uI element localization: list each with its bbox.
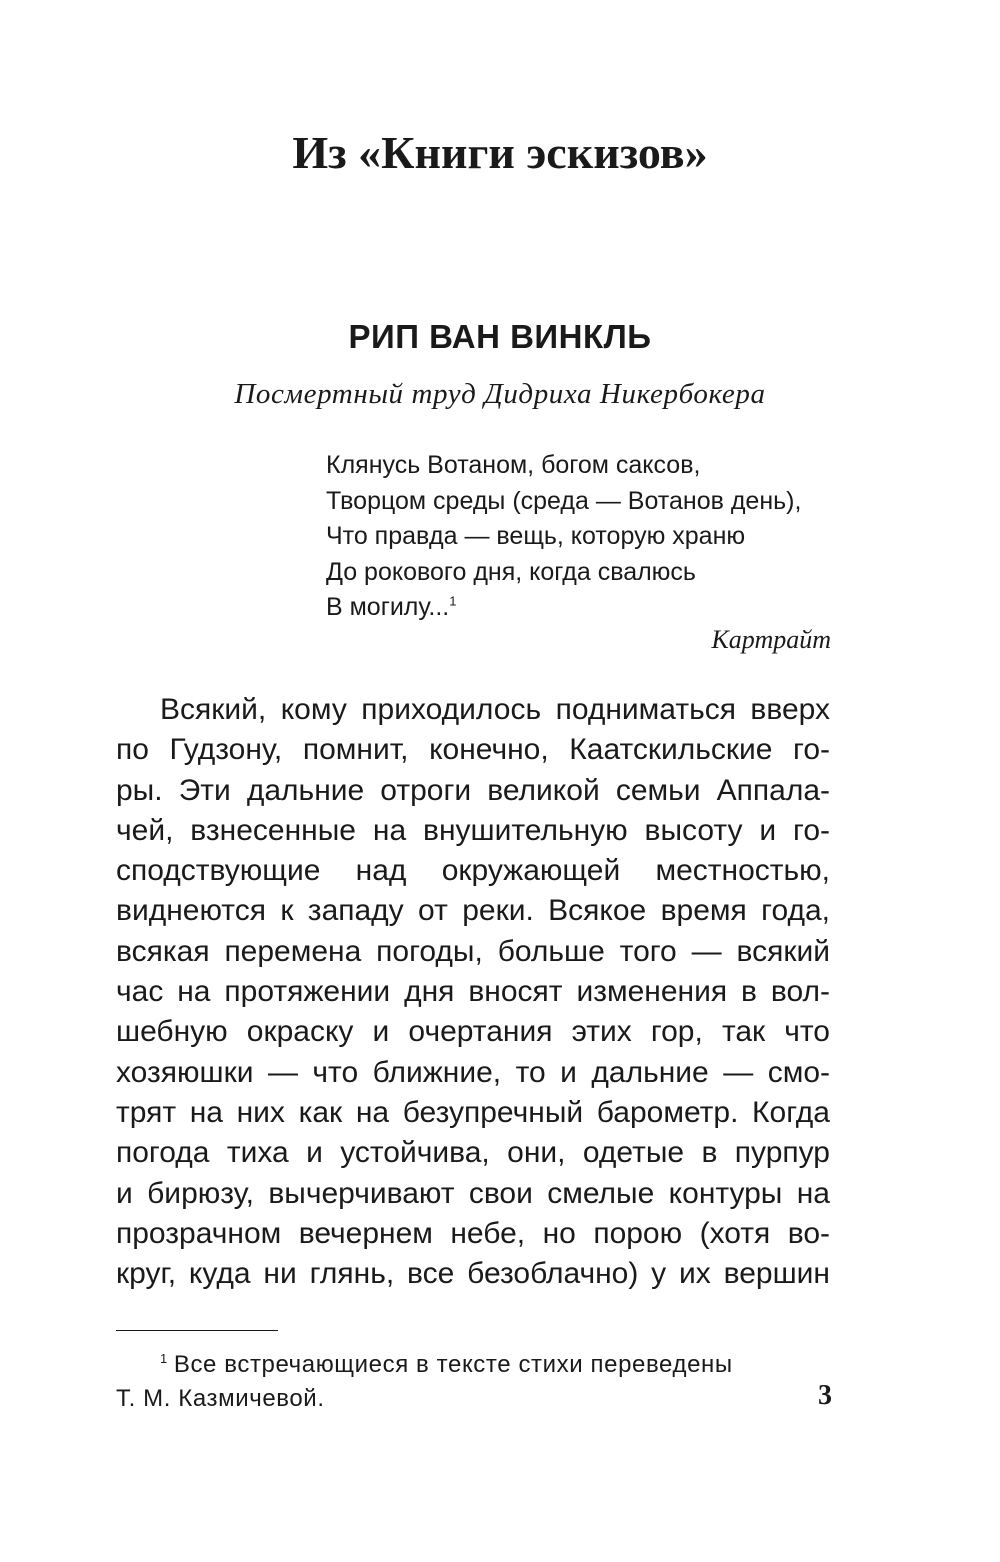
footnote [116, 1348, 756, 1416]
body-line: виднеются к западу от реки. Всякое время года, [116, 894, 830, 928]
page-number: 3 [818, 1380, 832, 1411]
body-line: погода тиха и устойчива, они, одетые в пурпур [116, 1136, 830, 1170]
body-line: и бирюзу, вычерчивают свои смелые контуры на [116, 1176, 830, 1210]
epigraph-author: Картрайт [711, 624, 831, 654]
book-title: Из «Книги эскизов» [292, 127, 708, 178]
epigraph [326, 448, 831, 658]
epigraph-line: Что правда — вещь, которую храню [326, 522, 746, 550]
body-line: всякая перемена погоды, больше того — всякий [116, 934, 830, 968]
footnote-line [116, 1348, 756, 1382]
story-title: РИП ВАН ВИНКЛЬ [348, 318, 652, 355]
body-line: трят на них как на безупречный барометр. Когда [116, 1095, 830, 1129]
epigraph-line-text: В могилу... [326, 593, 450, 621]
footnote-text: Все встречающиеся в тексте стихи переведены [173, 1351, 733, 1378]
body-line: по Гудзону, помнит, конечно, Каатскильские го- [116, 733, 830, 767]
footnote-line: Т. М. Казмичевой. [116, 1385, 325, 1412]
footnote-reference: 1 [449, 593, 457, 609]
epigraph-line-last [326, 590, 831, 626]
body-line: чей, взнесенные на внушительную высоту и го- [116, 813, 830, 847]
epigraph-line: Творцом среды (среда — Вотанов день), [326, 486, 802, 515]
body-line: хозяюшки — что ближние, то и дальние — смо- [116, 1055, 830, 1089]
footnote-number: 1 [160, 1351, 168, 1366]
body-line: час на протяжении дня вносят изменения в вол- [116, 975, 830, 1009]
epigraph-line: Клянусь Вотаном, богом саксов, [326, 451, 701, 479]
body-line: прозрачном вечернем небе, но порою (хотя во- [116, 1216, 830, 1250]
body-line: шебную окраску и очертания этих гор, так что [116, 1015, 830, 1049]
body-line: сподствующие над окружающей местностью, [116, 854, 830, 888]
footnote-divider [116, 1330, 278, 1331]
body-line: ры. Эти дальние отроги великой семьи Аппала- [116, 773, 830, 807]
epigraph-line: До рокового дня, когда свалюсь [326, 557, 696, 586]
body-line: круг, куда ни глянь, все безоблачно) у их вершин [116, 1257, 830, 1291]
body-line: Всякий, кому приходилось подниматься вверх [160, 693, 830, 726]
body-text [116, 690, 830, 1294]
story-subtitle: Посмертный труд Дидриха Никербокера [234, 378, 766, 410]
